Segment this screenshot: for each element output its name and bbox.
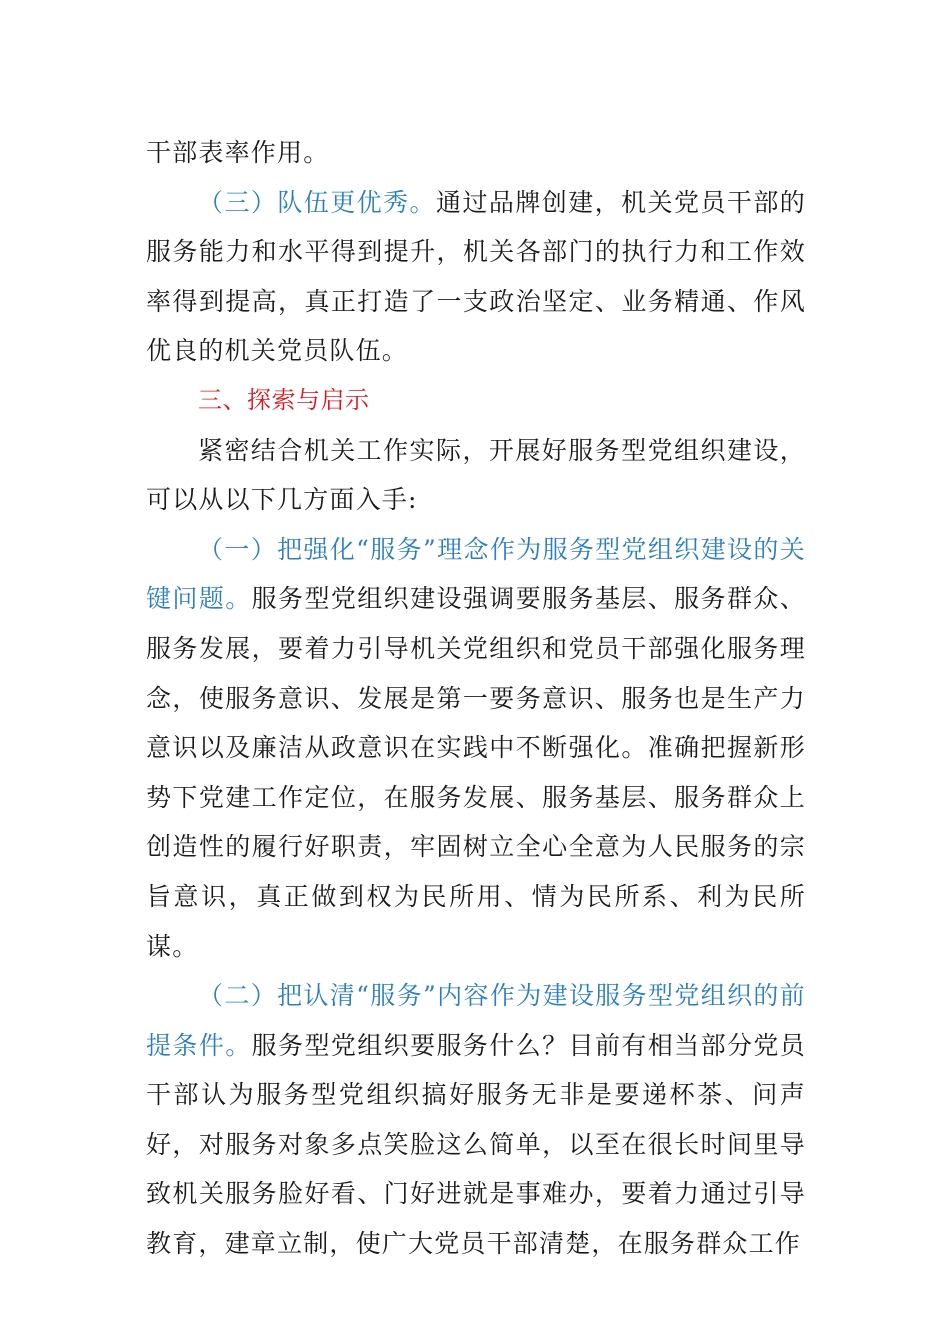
paragraph-team-quality — [146, 178, 806, 376]
subheading-service-concept: （一）把强化“服务”理念作为服务型党组织建设的关键问题。 — [146, 534, 806, 614]
subheading-team-quality: （三）队伍更优秀。 — [198, 187, 436, 217]
paragraph-text: 通过品牌创建，机关党员干部的服务能力和水平得到提升，机关各部门的执行力和工作效率得到提高，真正打造了一支政治坚定、业务精通、作风优良的机关党员队伍。 — [146, 187, 806, 366]
paragraph-service-concept — [146, 525, 806, 971]
paragraph-text: 服务型党组织建设强调要服务基层、服务群众、服务发展，要着力引导机关党组织和党员干部强化服务理念，使服务意识、发展是第一要务意识、服务也是生产力意识以及廉洁从政意识在实践中不断强化。准确把握新形势下党建工作定位，在服务发展、服务基层、服务群众上创造性的履行好职责，牢固树立全心全意为人民服务的宗旨意识，真正做到权为民所用、情为民所系、利为民所谋。 — [146, 584, 806, 961]
paragraph-intro — [146, 426, 806, 525]
document-page — [146, 128, 806, 1269]
subheading-service-content: （二）把认清“服务”内容作为建设服务型党组织的前提条件。 — [146, 981, 806, 1060]
paragraph-text: 服务型党组织要服务什么？目前有相当部分党员干部认为服务型党组织搞好服务无非是要递杯茶、问声好，对服务对象多点笑脸这么简单，以至在很长时间里导致机关服务脸好看、门好进就是事难办，要着力通过引导教育，建章立制，使广大党员干部清楚，在服务群众工作 — [146, 1030, 806, 1259]
paragraph-service-content — [146, 971, 806, 1269]
paragraph-text: 干部表率作用。 — [146, 138, 330, 167]
paragraph-text: 紧密结合机关工作实际，开展好服务型党组织建设，可以从以下几方面入手: — [146, 435, 806, 515]
paragraph-continuation — [146, 128, 806, 178]
section-heading-exploration: 三、探索与启示 — [198, 385, 370, 414]
